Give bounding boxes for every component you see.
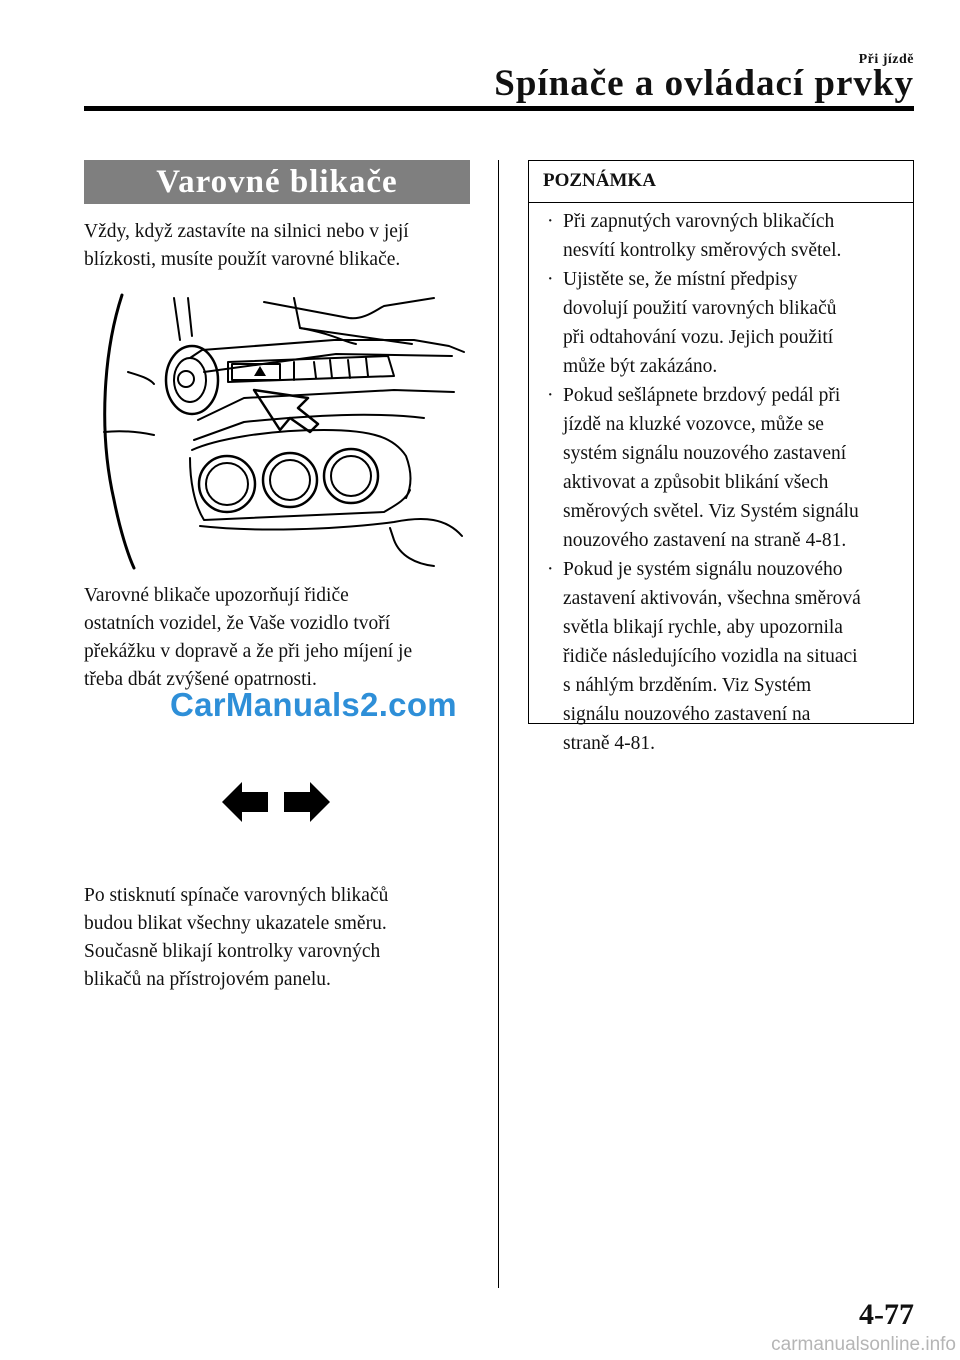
note-item: [543, 381, 911, 555]
intro-line: Vždy, když zastavíte na silnici nebo v její: [84, 221, 409, 242]
effect-line: blikačů na přístrojovém panelu.: [84, 969, 331, 990]
description-line: ostatních vozidel, že Vaše vozidlo tvoří: [84, 613, 391, 634]
bullet-icon: ·: [547, 211, 554, 232]
effect-line: Po stisknutí spínače varovných blikačů: [84, 885, 389, 906]
note-line: směrových světel. Viz Systém signálu: [563, 501, 859, 522]
note-line: straně 4-81.: [563, 733, 656, 754]
effect-paragraph: [84, 882, 484, 994]
note-item: [543, 265, 911, 381]
bullet-icon: ·: [547, 559, 554, 580]
bullet-icon: ·: [547, 385, 554, 406]
note-line: signálu nouzového zastavení na: [563, 704, 811, 725]
note-line: Při zapnutých varovných blikačích: [563, 211, 835, 232]
description-paragraph: [84, 582, 484, 694]
note-line: Pokud je systém signálu nouzového: [563, 559, 843, 580]
intro-paragraph: [84, 218, 484, 274]
note-line: Ujistěte se, že místní předpisy: [563, 269, 798, 290]
description-line: překážku v dopravě a že při jeho míjení je: [84, 641, 413, 662]
note-box: [528, 160, 914, 754]
effect-line: Současně blikají kontrolky varovných: [84, 941, 381, 962]
note-title-rule: [529, 202, 913, 203]
note-line: s náhlým brzděním. Viz Systém: [563, 675, 812, 696]
page-title: Spínače a ovládací prvky: [494, 63, 914, 104]
note-line: Pokud sešlápnete brzdový pedál při: [563, 385, 841, 406]
effect-line: budou blikat všechny ukazatele směru.: [84, 913, 387, 934]
section-title-banner: Varovné blikače: [84, 160, 470, 204]
note-item: [543, 555, 911, 758]
left-arrow-icon: [222, 782, 268, 822]
note-line: nesvítí kontrolky směrových světel.: [563, 240, 842, 261]
page-number: 4-77: [859, 1298, 914, 1331]
note-line: při odtahování vozu. Jejich použití: [563, 327, 834, 348]
note-line: řidiče následujícího vozidla na situaci: [563, 646, 858, 667]
column-divider: [498, 160, 499, 1288]
note-title: POZNÁMKA: [543, 170, 656, 191]
description-line: Varovné blikače upozorňují řidiče: [84, 585, 349, 606]
note-line: aktivovat a způsobit blikání všech: [563, 472, 829, 493]
header-rule: [84, 106, 914, 111]
note-item: [543, 207, 911, 265]
note-line: nouzového zastavení na straně 4-81.: [563, 530, 847, 551]
turn-signal-arrows-icon: [220, 780, 332, 824]
note-line: dovolují použití varovných blikačů: [563, 298, 837, 319]
note-line: jízdě na kluzké vozovce, může se: [563, 414, 824, 435]
note-line: zastavení aktivován, všechna směrová: [563, 588, 861, 609]
footer-watermark: carmanualsonline.info: [771, 1334, 956, 1355]
note-line: systém signálu nouzového zastavení: [563, 443, 847, 464]
description-line: třeba dbát zvýšené opatrnosti.: [84, 669, 317, 690]
site-watermark: CarManuals2.com: [170, 686, 457, 723]
right-arrow-icon: [284, 782, 330, 822]
note-list: [543, 207, 911, 758]
note-line: může být zakázáno.: [563, 356, 718, 377]
dashboard-hazard-switch-illustration: [94, 280, 474, 570]
bullet-icon: ·: [547, 269, 554, 290]
header-subtitle: Při jízdě: [858, 52, 914, 67]
note-line: světla blikají rychle, aby upozornila: [563, 617, 843, 638]
intro-line: blízkosti, musíte použít varovné blikače.: [84, 249, 401, 270]
